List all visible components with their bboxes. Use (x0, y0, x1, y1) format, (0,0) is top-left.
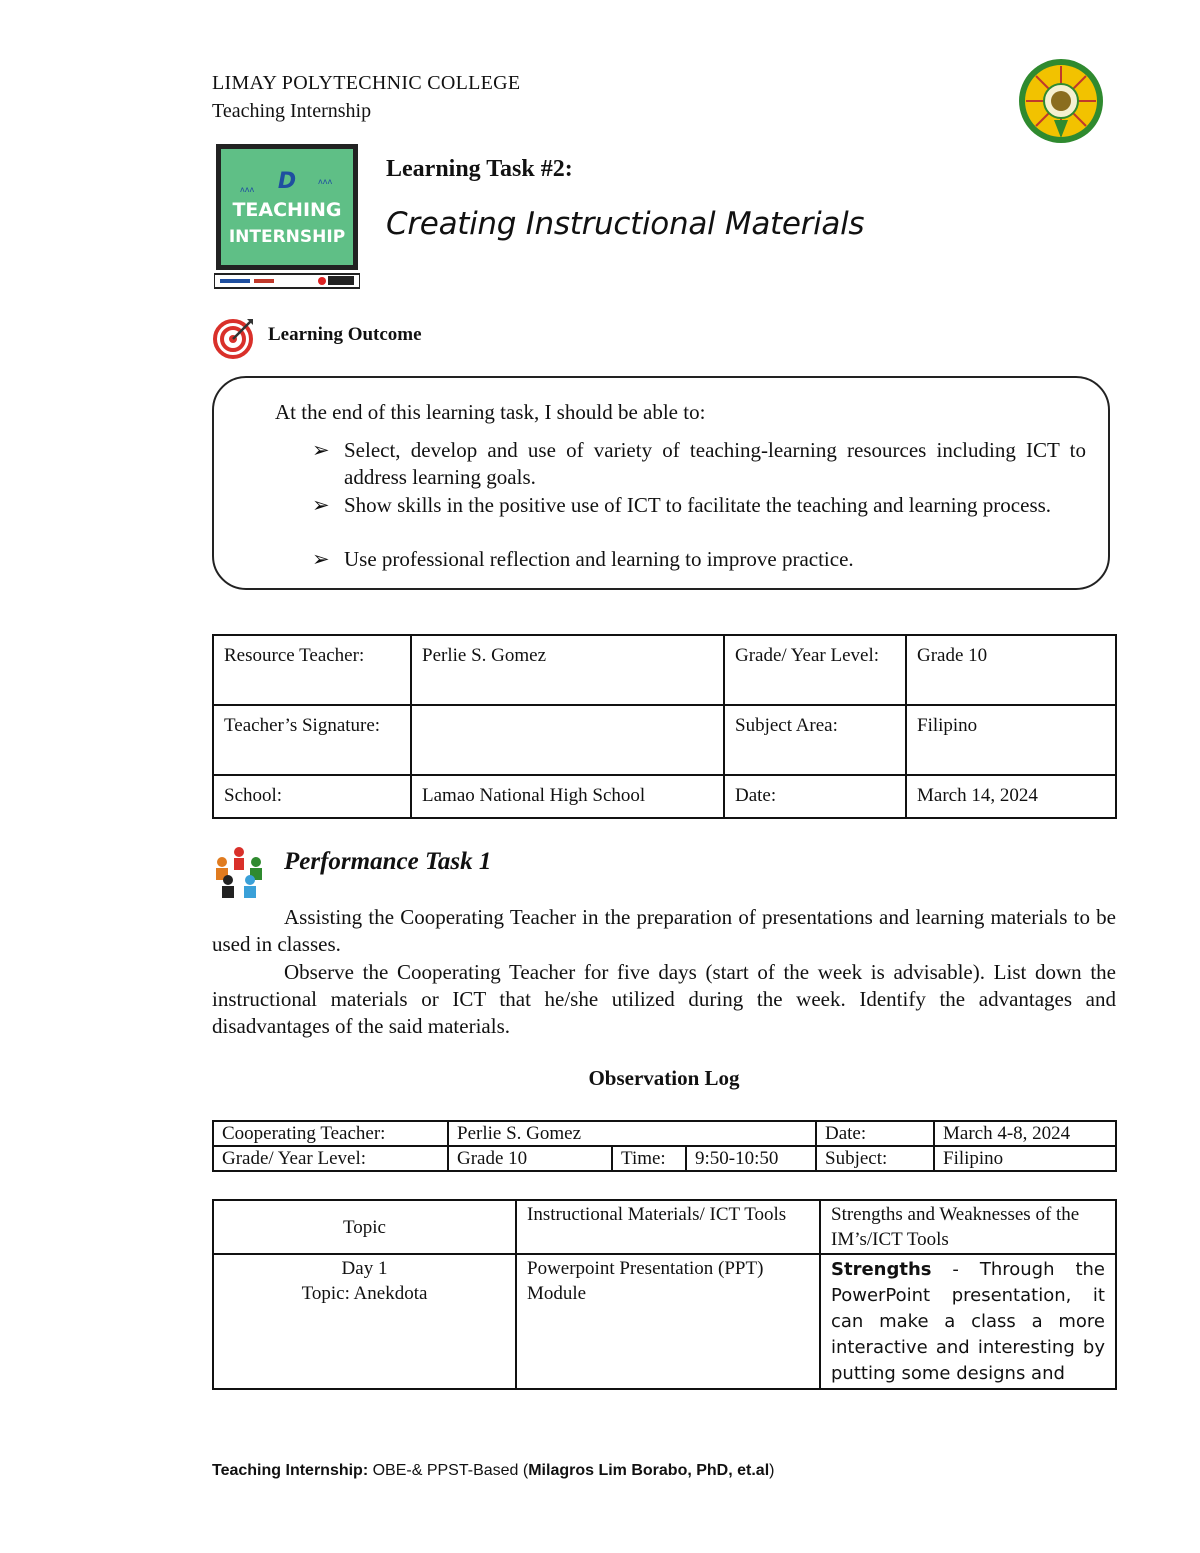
board-text-line2: INTERNSHIP (228, 227, 346, 247)
subject-area-label: Subject Area: (724, 705, 906, 775)
log-header-strengths: Strengths and Weaknesses of the IM’s/ICT Tools (820, 1200, 1116, 1254)
signature-value (411, 705, 724, 775)
outcome-bullet (312, 437, 1086, 491)
footer-author: Milagros Lim Borabo, PhD, et.al (528, 1462, 770, 1479)
log-material-item: Powerpoint Presentation (PPT) (527, 1258, 764, 1279)
footer-close: ) (769, 1462, 775, 1479)
outcome-bullet-text: Select, develop and use of variety of teaching-learning resources including ICT to address learning goals. (344, 438, 1086, 489)
teacher-info-table (212, 634, 1117, 819)
log-topic-cell (213, 1254, 516, 1389)
strengths-text: - Through the PowerPoint presentation, it can make a class a more interactive and interesting by putting some designs and (831, 1259, 1105, 1384)
log-materials-cell (516, 1254, 820, 1389)
teaching-internship-board-logo (214, 142, 360, 296)
board-text-line1: TEACHING (232, 199, 342, 221)
footer-bold: Teaching Internship: (212, 1462, 369, 1479)
log-header-materials: Instructional Materials/ ICT Tools (516, 1200, 820, 1254)
program-name: Teaching Internship (212, 100, 372, 122)
arrow-bullet-icon: ➢ (312, 493, 330, 517)
coop-teacher-label: Cooperating Teacher: (213, 1121, 448, 1146)
people-circle-icon (210, 842, 268, 900)
obs-date-label: Date: (816, 1121, 934, 1146)
log-strengths-cell (820, 1254, 1116, 1389)
obs-subject-label: Subject: (816, 1146, 934, 1171)
grade-level-value: Grade 10 (906, 635, 1116, 705)
grade-level-label: Grade/ Year Level: (724, 635, 906, 705)
school-label: School: (213, 775, 411, 818)
obs-time-label: Time: (612, 1146, 686, 1171)
observation-log-title: Observation Log (588, 1066, 740, 1090)
performance-paragraph-2: Observe the Cooperating Teacher for five days (start of the week is advisable). List down the instructional materials or ICT that he/she utilized during the week. Identify the advantages and disadvantages of the said materials. (212, 960, 1116, 1038)
college-name: LIMAY POLYTECHNIC COLLEGE (212, 72, 521, 94)
svg-text:D: D (277, 169, 297, 194)
obs-grade-label: Grade/ Year Level: (213, 1146, 448, 1171)
learning-task-title: Learning Task #2: (386, 156, 573, 182)
page-footer (212, 1462, 992, 1480)
outcome-intro: At the end of this learning task, I should be able to: (275, 400, 706, 424)
obs-grade-value: Grade 10 (448, 1146, 612, 1171)
table-row (213, 1254, 1116, 1389)
strengths-label: Strengths (831, 1259, 932, 1280)
performance-task-title: Performance Task 1 (284, 848, 492, 875)
coop-teacher-value: Perlie S. Gomez (448, 1121, 816, 1146)
log-topic: Topic: Anekdota (301, 1283, 428, 1304)
svg-text:ʌʌʌ: ʌʌʌ (240, 185, 255, 194)
date-label: Date: (724, 775, 906, 818)
outcome-bullet (312, 546, 1086, 573)
college-seal-logo (1018, 58, 1104, 144)
learning-task-subtitle: Creating Instructional Materials (386, 206, 865, 242)
arrow-bullet-icon: ➢ (312, 438, 330, 462)
observation-info-table (212, 1120, 1117, 1172)
obs-date-value: March 4-8, 2024 (934, 1121, 1116, 1146)
school-value: Lamao National High School (411, 775, 724, 818)
log-material-item: Module (527, 1283, 587, 1304)
arrow-bullet-icon: ➢ (312, 547, 330, 571)
observation-log-table (212, 1199, 1117, 1390)
performance-paragraph-1: Assisting the Cooperating Teacher in the preparation of presentations and learning materials to be used in classes. (212, 905, 1116, 956)
obs-time-value: 9:50-10:50 (686, 1146, 816, 1171)
obs-subject-value: Filipino (934, 1146, 1116, 1171)
signature-label: Teacher’s Signature: (213, 705, 411, 775)
learning-outcome-heading: Learning Outcome (268, 324, 422, 345)
footer-text: OBE-& PPST-Based ( (368, 1462, 529, 1479)
resource-teacher-label: Resource Teacher: (213, 635, 411, 705)
target-icon (213, 317, 255, 359)
subject-area-value: Filipino (906, 705, 1116, 775)
date-value: March 14, 2024 (906, 775, 1116, 818)
log-header-topic: Topic (213, 1200, 516, 1254)
outcome-bullet-text: Use professional reflection and learning to improve practice. (344, 547, 854, 571)
resource-teacher-value: Perlie S. Gomez (411, 635, 724, 705)
outcome-bullet (312, 492, 1086, 519)
outcome-bullet-text: Show skills in the positive use of ICT to facilitate the teaching and learning process. (344, 493, 1052, 517)
svg-text:ʌʌʌ: ʌʌʌ (318, 177, 333, 186)
log-day: Day 1 (341, 1258, 388, 1279)
